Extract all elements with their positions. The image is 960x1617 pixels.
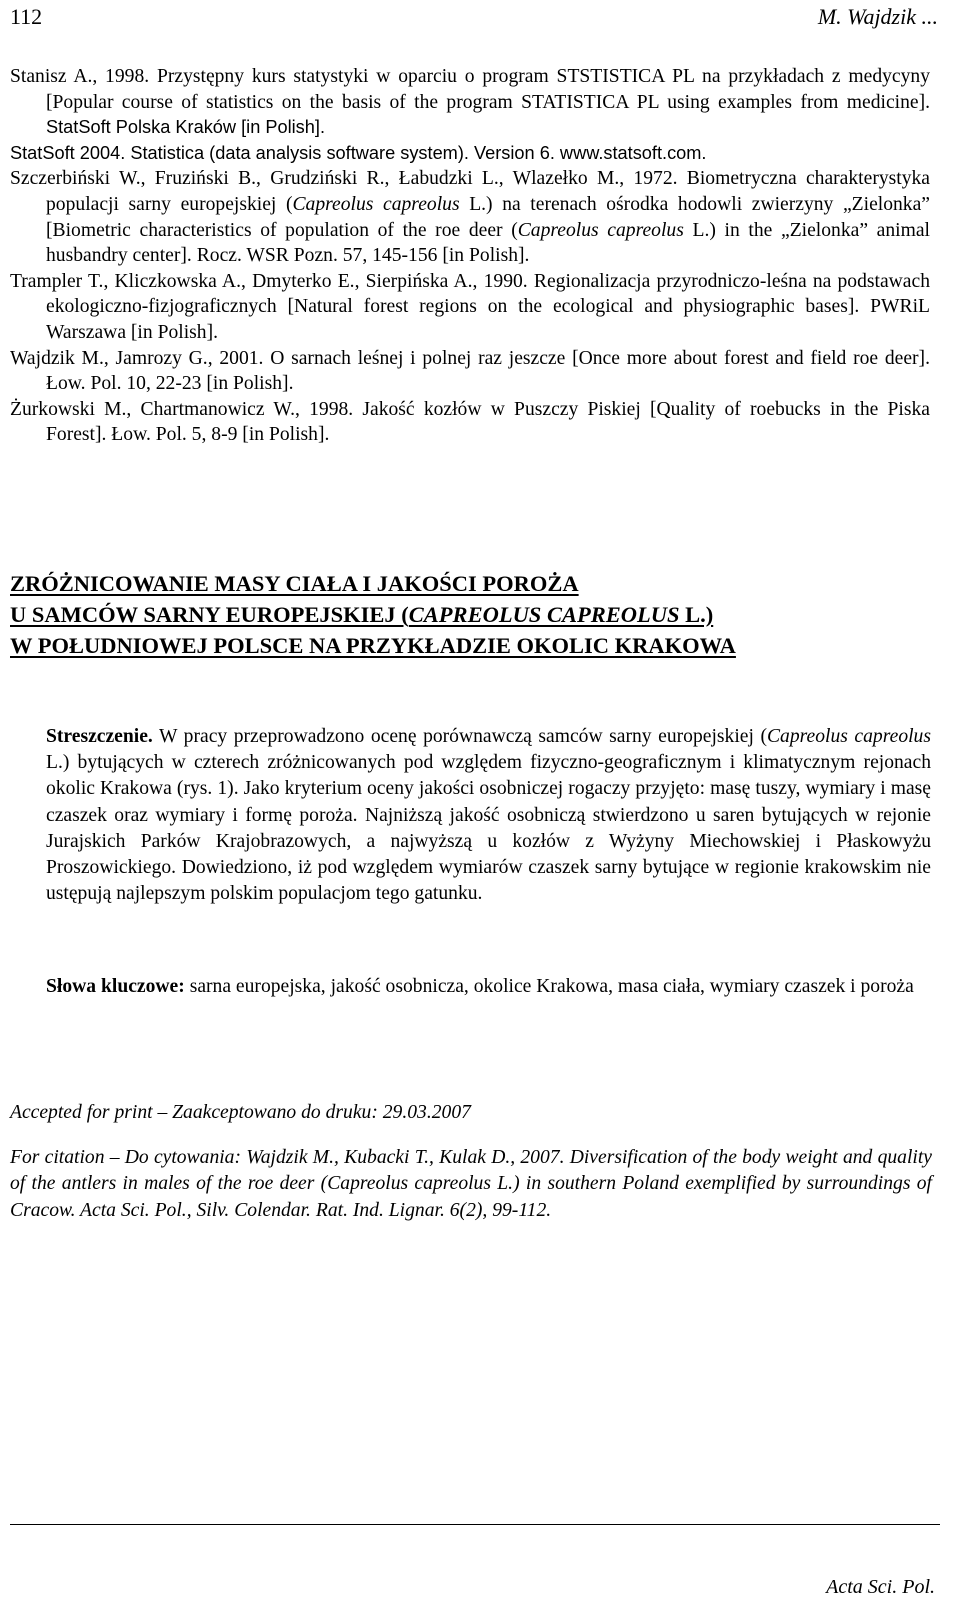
species-name: Capreolus capreolus [517, 219, 684, 241]
reference-text: Statistica (data analysis software system). Version 6. www.statsoft.com. [125, 142, 707, 163]
reference-authors: Trampler T., Kliczkowska A., Dmyterko E., Sierpińska A., 1990. [10, 270, 528, 292]
reference-authors: Szczerbiński W., Fruziński B., Grudziński R., Łabudzki L., Wlazełko M., 1972. [10, 168, 678, 190]
title-species: CAPREOLUS CAPREOLUS [408, 602, 680, 627]
page-number: 112 [10, 4, 43, 29]
keywords [46, 974, 931, 1000]
journal-footer: Acta Sci. Pol. [826, 1576, 935, 1598]
page-header [10, 4, 950, 38]
article-title [10, 568, 940, 661]
reference-text: Jakość kozłów w Puszczy Piskiej [Quality of roebucks in the Piska Forest]. Łow. Pol. 5, 8-9 [in Polish]. [46, 398, 930, 446]
reference-item [10, 269, 930, 346]
running-head: M. Wajdzik ... [817, 4, 938, 29]
reference-authors: Wajdzik M., Jamrozy G., 2001. [10, 347, 264, 369]
abstract-text: L.) bytujących w czterech zróżnicowanych pod względem fizyczno-geograficznym i klimatycznym rejonach okolic Krakowa (rys. 1). Jako kryterium oceny jakości osobniczej rogaczy przyjęto: masę tuszy, wymiary i masę czaszek oraz wymiary i formę poroża. Najniższą jakość osobniczą stwierdzono u saren bytujących w rejonie Jurajskich Parków Krajobrazowych, a najwyższą u kozłów z Wyżyny Miechowskiej i Płaskowyżu Proszowickiego. Dowiedziono, iż pod względem wymiarów czaszek sarny bytujące w regionie krakowskim nie ustępują najlepszym polskim populacjom tego gatunku. [46, 752, 931, 905]
page [10, 0, 950, 1617]
keywords-label: Słowa kluczowe: [46, 976, 185, 997]
accepted-date: Accepted for print – Zaakceptowano do druku: 29.03.2007 [10, 1102, 471, 1123]
species-name: Capreolus capreolus [766, 726, 931, 747]
reference-item [10, 166, 930, 268]
reference-item [10, 141, 930, 167]
reference-list [10, 64, 930, 448]
abstract-label: Streszczenie. [46, 726, 153, 747]
title-line-1: ZRÓŻNICOWANIE MASY CIAŁA I JAKOŚCI POROŻA [10, 571, 579, 596]
reference-publisher: StatSoft Polska Kraków [in Polish]. [46, 117, 326, 138]
reference-authors: Żurkowski M., Chartmanowicz W., 1998. [10, 398, 354, 420]
reference-item [10, 64, 930, 141]
title-text: U SAMCÓW SARNY EUROPEJSKIEJ ( [10, 602, 409, 627]
reference-authors: StatSoft 2004. [10, 142, 126, 163]
reference-text: Biometryczna charakterystyka populacji sarny europejskiej ( [46, 168, 930, 215]
species-name: Capreolus capreolus [292, 193, 460, 215]
title-line-2 [10, 599, 940, 630]
abstract-text: W pracy przeprowadzono ocenę porównawczą samców sarny europejskiej ( [152, 726, 767, 747]
reference-text: Regionalizacja przyrodniczo-leśna na podstawach ekologiczno-fizjograficznych [Natural forest regions on the ecological and physiographic bases]. PWRiL Warszawa [in Polish]. [46, 270, 931, 343]
reference-text: Przystępny kurs statystyki w oparciu o program STSTISTICA PL na przykładach z medycyny [Popular course of statistics on the basis of the program STATISTICA PL using examples from medicine]. [46, 66, 930, 113]
reference-item [10, 397, 930, 448]
abstract [46, 724, 931, 907]
title-line-3: W POŁUDNIOWEJ POLSCE NA PRZYKŁADZIE OKOLIC KRAKOWA [10, 633, 736, 658]
citation: For citation – Do cytowania: Wajdzik M., Kubacki T., Kulak D., 2007. Diversification of the body weight and quality of the antlers in males of the roe deer (Capreolus capreolus L.) in southern Poland exemplified by surroundings of Cracow. Acta Sci. Pol., Silv. Colendar. Rat. Ind. Lignar. 6(2), 99-112. [10, 1147, 932, 1221]
title-text: L.) [679, 602, 714, 627]
reference-authors: Stanisz A., 1998. [10, 66, 150, 87]
reference-text: L.) in the „Zielonka” animal husbandry center]. Rocz. WSR Pozn. 57, 145-156 [in Polish]. [46, 219, 930, 267]
reference-text: L.) na terenach ośrodka hodowli zwierzyny „Zielonka” [Biometric characteristics of population of the roe deer ( [46, 193, 930, 241]
keywords-text: sarna europejska, jakość osobnicza, okolice Krakowa, masa ciała, wymiary czaszek i poroża [184, 976, 914, 997]
footer-divider [10, 1524, 940, 1525]
reference-item [10, 346, 930, 397]
reference-text: O sarnach leśnej i polnej raz jeszcze [Once more about forest and field roe deer]. Łow. Pol. 10, 22-23 [in Polish]. [46, 347, 930, 395]
